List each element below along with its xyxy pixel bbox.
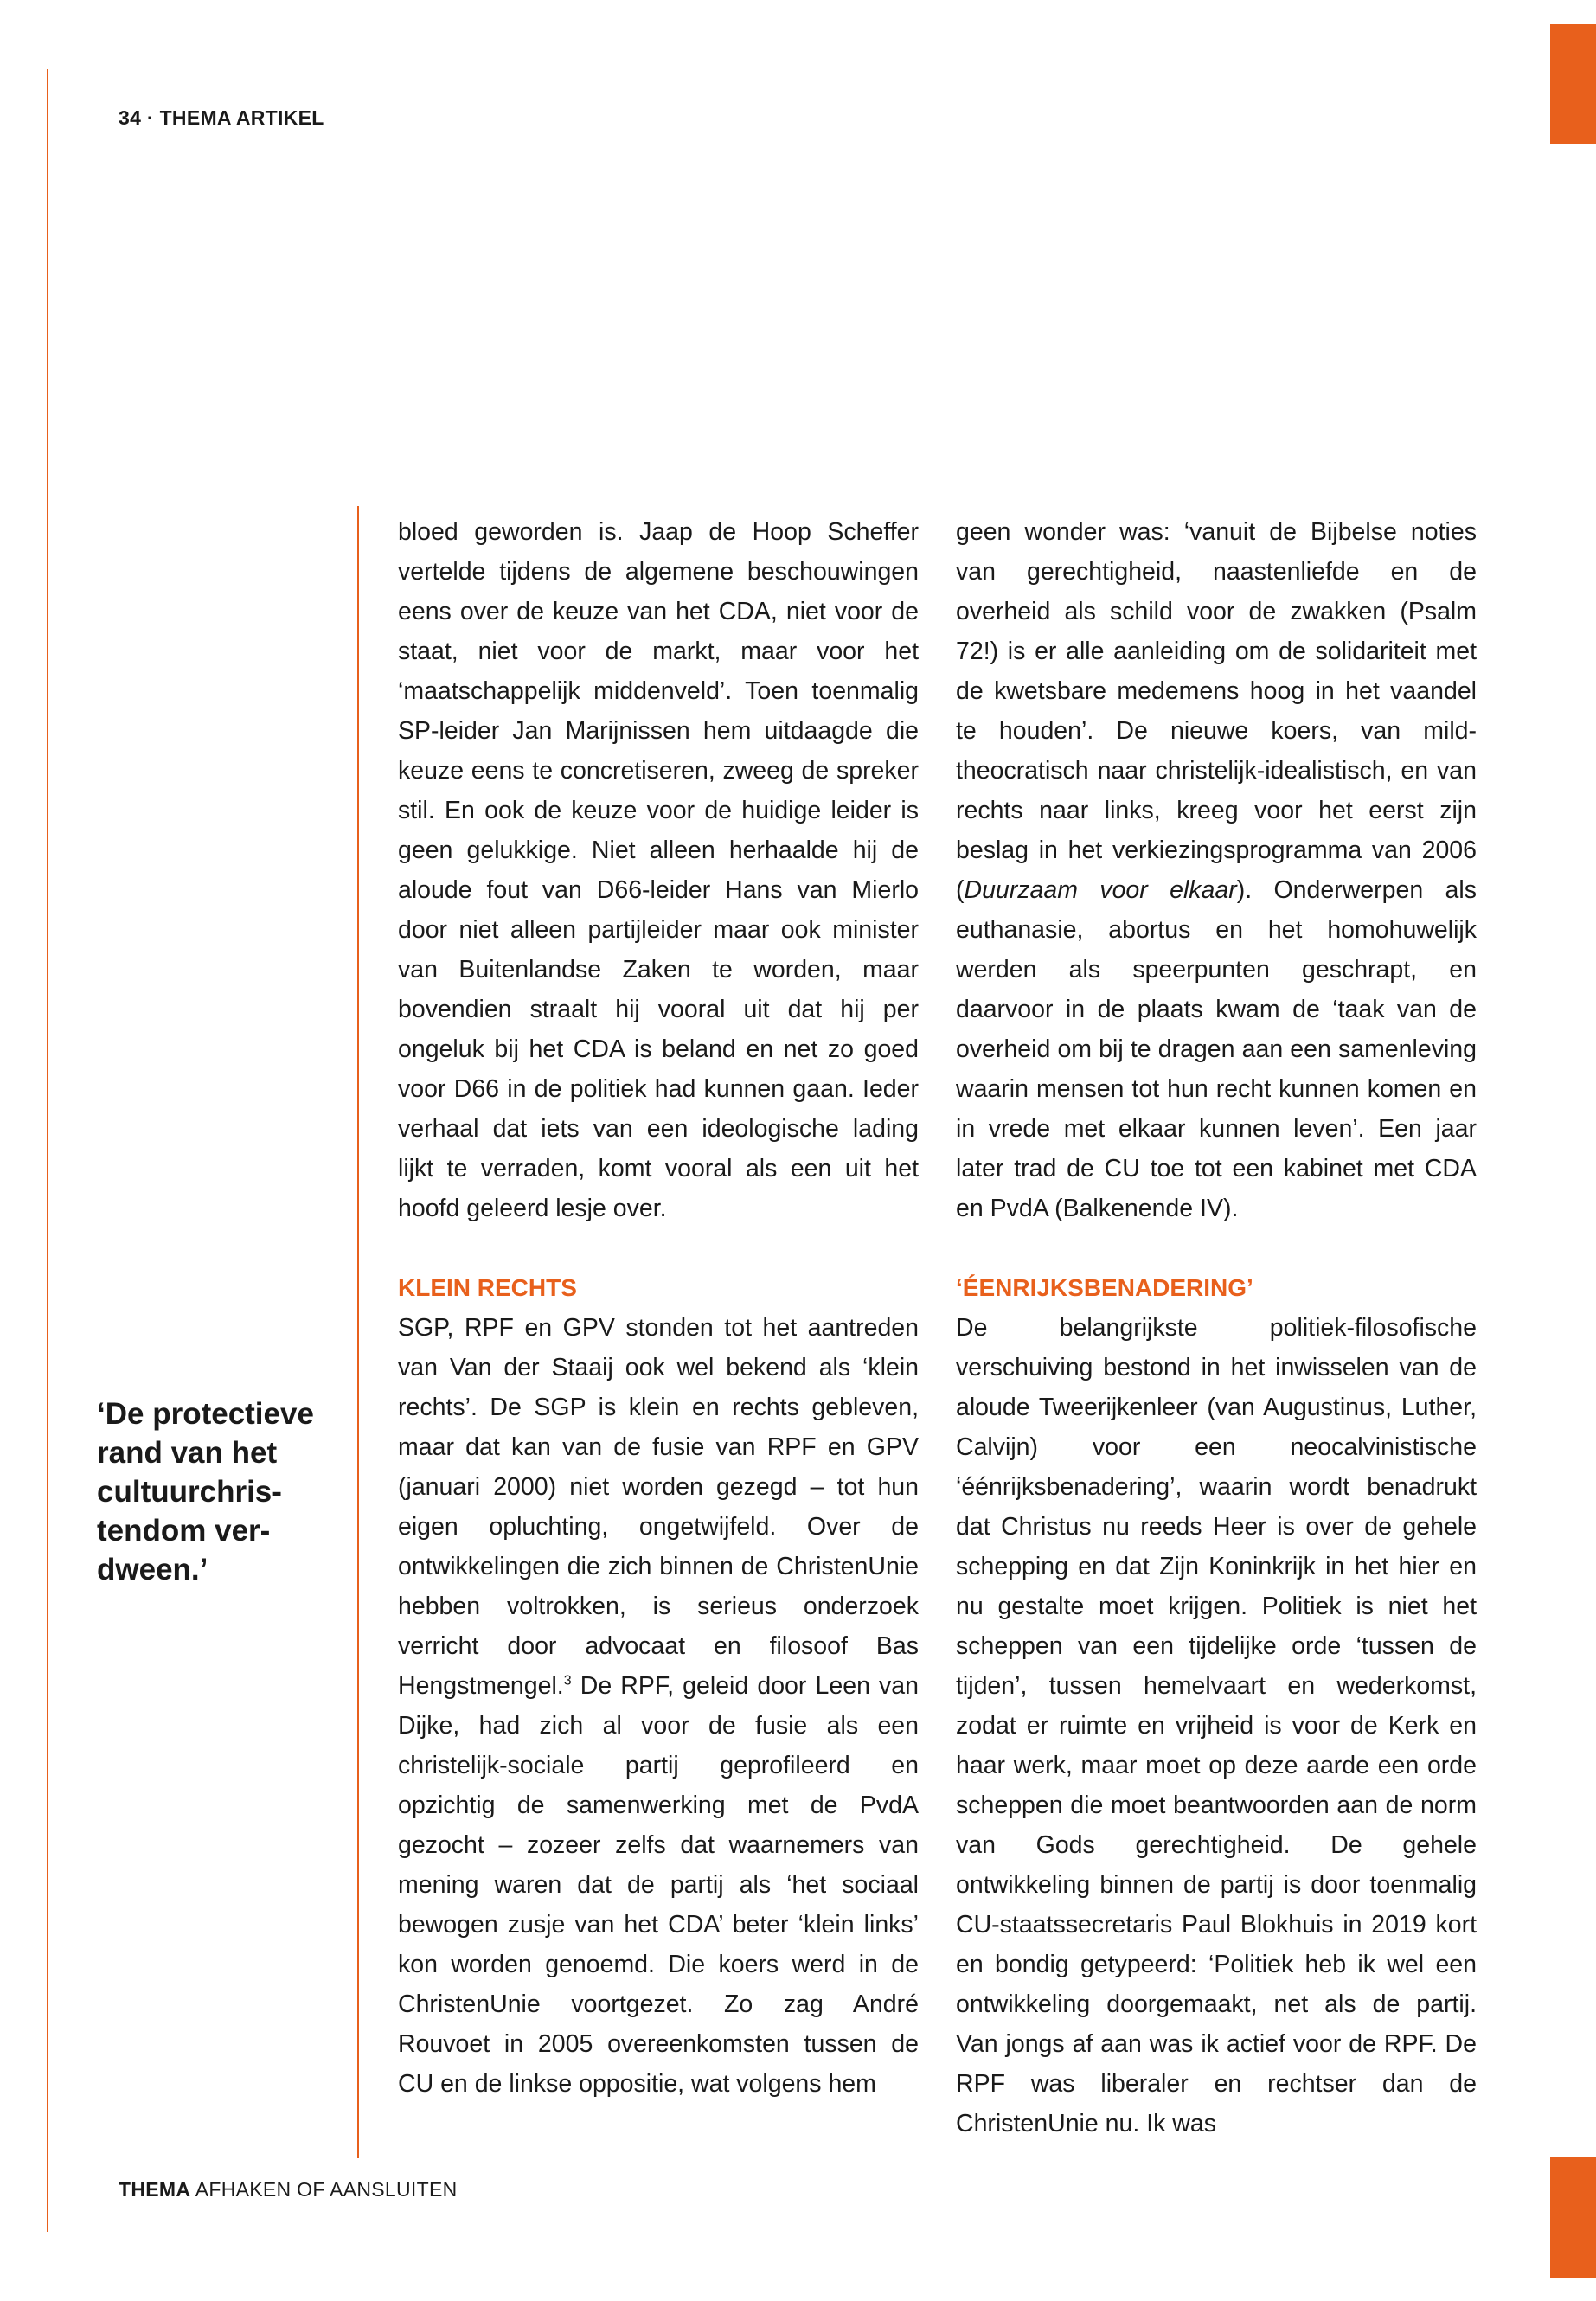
text-column-left [398,512,919,2104]
body-paragraph: De belangrijkste politiek-filosofische verschuiving bestond in het inwisselen van de aloude Tweerijkenleer (van Augustinus, Luther, Calvijn) voor een neocalvinistische ‘éénrijksbenadering’, waarin wordt benadrukt dat Christus nu reeds Heer is over de gehele schepping en dat Zijn Koninkrijk in het hier en nu gestalte moet krijgen. Politiek is niet het scheppen van een tijdelijke orde ‘tussen de tijden’, tussen hemelvaart en wederkomst, zodat er ruimte en vrijheid is voor de Kerk en haar werk, maar moet op deze aarde een orde scheppen die moet beantwoorden aan de norm van Gods gerechtigheid. De gehele ontwikkeling binnen de partij is door toenmalig CU-staatssecretaris Paul Blokhuis in 2019 kort en bondig getypeerd: ‘Politiek heb ik wel een ontwikkeling doorgemaakt, net als de partij. Van jongs af aan was ik actief voor de RPF. De RPF was liberaler en rechtser dan de ChristenUnie nu. Ik was [956,1314,1477,2138]
body-paragraph [398,1308,919,2104]
program-title: Duurzaam voor elkaar [964,876,1237,904]
footnote-reference: 3 [563,1673,572,1689]
column-divider-rule [357,506,359,2158]
page-number: 34 [119,106,142,129]
left-margin-rule [47,69,48,2232]
text-column-right [956,512,1477,2144]
paragraph-text: geen wonder was: ‘vanuit de Bijbelse noties van gerechtigheid, naastenliefde en de overheid als schild voor de zwakken (Psalm 72!) is er alle aanleiding om de solidariteit met de kwetsbare medemens hoog in het vaandel te houden’. De nieuwe koers, van mild-theocratisch naar christelijk-idealistisch, en van rechts naar links, kreeg voor het eerst zijn beslag in het verkiezingsprogramma van 2006 ( [956,518,1477,904]
paragraph-text: ). Onderwerpen als euthanasie, abortus en het homohuwelijk werden als speerpunten geschrapt, en daarvoor in de plaats kwam de ‘taak van de overheid om bij te dragen aan een samenleving waarin mensen tot hun recht kunnen komen en in vrede met elkaar kunnen leven’. Een jaar later trad de CU toe tot een kabinet met CDA en PvdA (Balkenende IV). [956,876,1477,1222]
running-footer [119,2178,458,2202]
paragraph-text: De RPF, geleid door Leen van Dijke, had zich al voor de fusie als een christelijk-sociale partij geprofileerd en opzichtig de samenwerking met de PvdA gezocht – zozeer zelfs dat waarnemers van mening waren dat de partij als ‘het sociaal bewogen zusje van het CDA’ beter ‘klein links’ kon worden genoemd. Die koers werd in de ChristenUnie voortgezet. Zo zag André Rouvoet in 2005 overeenkomsten tussen de CU en de linkse oppositie, wat volgens hem [398,1672,919,2098]
orange-tab-bottom [1550,2157,1596,2278]
header-separator: · [146,106,154,129]
body-paragraph: bloed geworden is. Jaap de Hoop Scheffer vertelde tijdens de algemene beschouwingen eens over de keuze van het CDA, niet voor de staat, niet voor de markt, maar voor het ‘maatschappelijk middenveld’. Toen toenmalig SP-leider Jan Marijnissen hem uitdaagde die keuze eens te concretiseren, zweeg de spreker stil. En ook de keuze voor de huidige leider is geen gelukkige. Niet alleen herhaalde hij de aloude fout van D66-leider Hans van Mierlo door niet alleen partijleider maar ook minister van Buitenlandse Zaken te worden, maar bovendien straalt hij vooral uit dat hij per ongeluk bij het CDA is beland en net zo goed voor D66 in de politiek had kunnen gaan. Ieder verhaal dat iets van een ideologische lading lijkt te verraden, komt vooral als een uit het hoofd geleerd lesje over. [398,518,919,1222]
running-header [119,106,324,130]
section-heading-klein-rechts: KLEIN RECHTS [398,1274,577,1301]
body-paragraph [956,512,1477,1228]
orange-tab-top [1550,24,1596,144]
paragraph-text: SGP, RPF en GPV stonden tot het aantreden van Van der Staaij ook wel bekend als ‘klein rechts’. De SGP is klein en rechts gebleven, maar dat kan van de fusie van RPF en GPV (januari 2000) niet worden gezegd – tot hun eigen opluchting, ongetwijfeld. Over de ontwikkelingen die zich binnen de ChristenUnie hebben voltrokken, is serieus onderzoek verricht door advocaat en filosoof Bas Hengstmengel. [398,1314,919,1700]
footer-title: AFHAKEN OF AANSLUITEN [195,2178,458,2201]
section-heading-eenrijksbenadering: ‘ÉENRIJKSBENADERING’ [956,1274,1253,1301]
pull-quote: ‘De protectieve rand van het cultuurchris-tendom ver-dween.’ [97,1397,314,1586]
footer-brand: THEMA [119,2178,191,2201]
section-label: THEMA ARTIKEL [159,106,324,129]
